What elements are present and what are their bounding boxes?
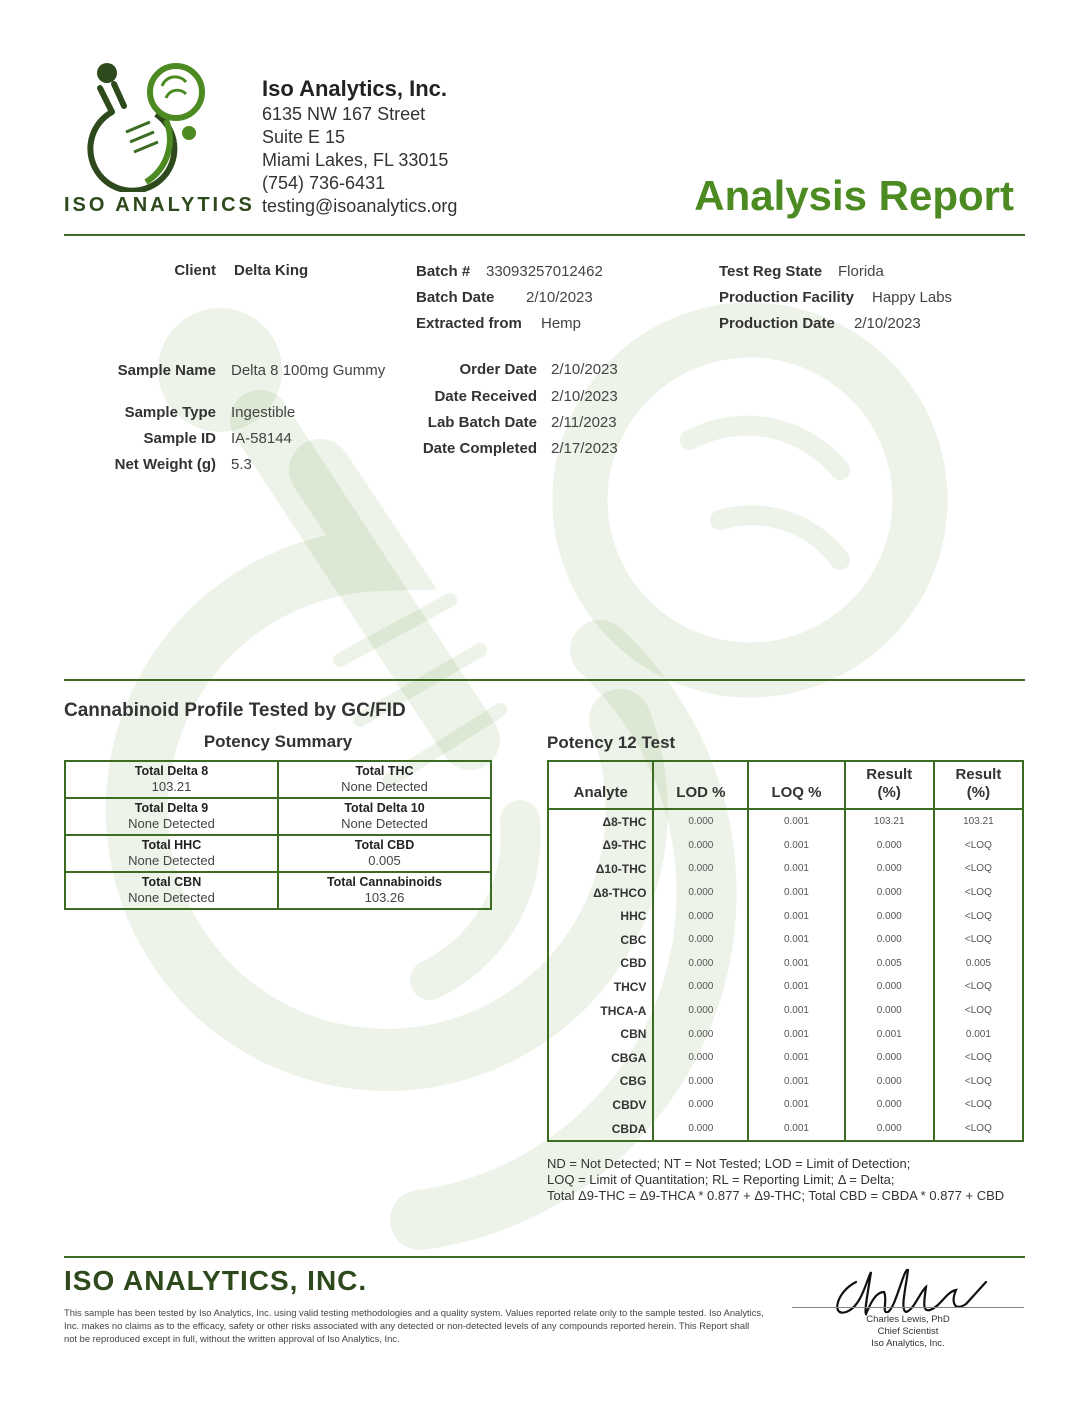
potency-value: 103.21 — [845, 809, 934, 834]
company-name: Iso Analytics, Inc. — [262, 76, 448, 101]
batch-date-label: Batch Date — [416, 289, 495, 306]
potency-value: 0.001 — [748, 881, 844, 905]
potency-value: <LOQ — [964, 1005, 992, 1017]
potency-value: 0.000 — [653, 952, 748, 976]
potency-summary-table — [64, 760, 492, 910]
potency-value: <LOQ — [964, 981, 992, 993]
potency-value: 0.001 — [965, 1028, 991, 1040]
potency-value: <LOQ — [964, 934, 992, 946]
potency-value: 0.000 — [653, 904, 748, 928]
potency-value: <LOQ — [964, 863, 992, 875]
potency-column-header — [934, 761, 1023, 809]
potency-value: 0.000 — [653, 881, 748, 905]
batch-date-value: 2/10/2023 — [526, 289, 593, 306]
signature-line — [792, 1307, 1024, 1308]
potency-value: 103.21 — [963, 816, 994, 828]
summary-row — [65, 798, 491, 835]
notes-line: ND = Not Detected; NT = Not Tested; LOD = Limit of Detection; — [547, 1156, 911, 1171]
potency-column-header — [748, 761, 844, 809]
potency-value: 0.000 — [653, 928, 748, 952]
date-completed-value: 2/17/2023 — [551, 440, 618, 457]
logo-wordmark: ISO ANALYTICS — [64, 194, 255, 216]
analyte-name: CBGA — [548, 1046, 653, 1070]
table-row — [548, 999, 1023, 1023]
potency-column-header — [845, 761, 934, 809]
potency-value: 0.000 — [653, 1022, 748, 1046]
summary-cell-label: Total THC — [355, 764, 414, 778]
potency-column-header-text: Analyte — [573, 784, 628, 801]
potency-column-header-text: (%) — [966, 784, 991, 801]
potency-value: 0.000 — [845, 834, 934, 858]
summary-cell-value: 103.21 — [151, 779, 192, 794]
lab-batch-date-value: 2/11/2023 — [551, 414, 617, 431]
client-label: Client — [174, 262, 216, 279]
client-value: Delta King — [234, 262, 309, 279]
test-reg-state-value: Florida — [838, 263, 884, 280]
notes-line: LOQ = Limit of Quantitation; RL = Reporting Limit; Δ = Delta; — [547, 1172, 895, 1187]
potency-value: 0.001 — [845, 1022, 934, 1046]
phone-number: (754) 736-6431 — [262, 173, 386, 193]
header-divider — [64, 234, 1025, 236]
summary-cell — [278, 835, 491, 872]
production-date-value: 2/10/2023 — [854, 315, 921, 332]
analyte-name: Δ8-THCO — [548, 881, 653, 905]
sample-id-label: Sample ID — [143, 430, 216, 447]
potency-value: 0.000 — [653, 1070, 748, 1094]
table-row — [548, 881, 1023, 905]
potency-value: 0.001 — [748, 809, 844, 834]
summary-cell — [65, 872, 278, 909]
analyte-name: Δ9-THC — [548, 834, 653, 858]
potency-12-test-table — [547, 760, 1024, 1142]
table-row — [548, 1046, 1023, 1070]
test-reg-state-label: Test Reg State — [719, 263, 823, 280]
potency-value: 0.000 — [845, 1070, 934, 1094]
report-title: Analysis Report — [694, 172, 1014, 219]
abbreviation-notes — [547, 1156, 1004, 1204]
analyte-name: HHC — [548, 904, 653, 928]
section-divider — [64, 679, 1025, 681]
potency-value: 0.005 — [845, 952, 934, 976]
summary-cell-value: 0.005 — [368, 853, 401, 868]
potency-value: <LOQ — [964, 887, 992, 899]
table-row — [548, 928, 1023, 952]
summary-cell-label: Total Cannabinoids — [326, 875, 443, 889]
analyte-name: CBD — [548, 952, 653, 976]
table-row — [548, 952, 1023, 976]
table-row — [548, 1070, 1023, 1094]
table-row — [548, 1093, 1023, 1117]
order-date-label: Order Date — [459, 361, 537, 378]
potency-value: 0.001 — [748, 1093, 844, 1117]
date-received-value: 2/10/2023 — [551, 388, 618, 405]
production-facility-label: Production Facility — [719, 289, 855, 306]
potency-value: <LOQ — [964, 1075, 992, 1087]
extracted-from-value: Hemp — [541, 315, 582, 332]
analyte-name: CBDA — [548, 1117, 653, 1142]
potency-value: 0.000 — [653, 834, 748, 858]
potency-12-test-title: Potency 12 Test — [547, 733, 676, 752]
summary-cell — [65, 798, 278, 835]
potency-value: 0.001 — [748, 975, 844, 999]
date-completed-label: Date Completed — [422, 440, 537, 457]
potency-value: <LOQ — [964, 839, 992, 851]
extracted-from-label: Extracted from — [416, 315, 522, 332]
summary-cell-value: None Detected — [128, 853, 215, 868]
summary-cell-value: None Detected — [341, 816, 428, 831]
potency-value: 0.005 — [965, 957, 991, 969]
potency-column-header-text: LOQ % — [771, 784, 822, 801]
potency-value: 0.000 — [845, 857, 934, 881]
potency-value: 0.001 — [748, 952, 844, 976]
summary-cell-label: Total Delta 10 — [344, 801, 425, 815]
potency-value: 0.000 — [653, 1117, 748, 1142]
potency-value: 0.001 — [748, 1070, 844, 1094]
potency-value: 0.000 — [845, 975, 934, 999]
cannabinoid-profile-title: Cannabinoid Profile Tested by GC/FID — [64, 700, 406, 721]
potency-value: 0.000 — [845, 1117, 934, 1142]
address-suite: Suite E 15 — [262, 127, 346, 147]
potency-value: 0.000 — [653, 857, 748, 881]
table-row — [548, 834, 1023, 858]
potency-value: 0.000 — [653, 809, 748, 834]
potency-value: 0.001 — [748, 904, 844, 928]
table-row — [548, 975, 1023, 999]
potency-summary-title: Potency Summary — [203, 732, 353, 751]
net-weight-value: 5.3 — [231, 456, 252, 473]
summary-cell-label: Total Delta 9 — [134, 801, 209, 815]
potency-value: <LOQ — [964, 1099, 992, 1111]
summary-cell-value: None Detected — [341, 779, 428, 794]
signer-organization: Iso Analytics, Inc. — [871, 1338, 945, 1349]
analyte-name: CBC — [548, 928, 653, 952]
table-row — [548, 1117, 1023, 1142]
potency-value: 0.000 — [845, 1046, 934, 1070]
summary-row — [65, 872, 491, 909]
potency-column-header — [653, 761, 748, 809]
disclaimer-text: This sample has been tested by Iso Analytics, Inc. using valid testing methodologies and a quality system. Values reported relate only to the sample tested. Iso Analytics, Inc. makes no claims as to the efficacy, safety or other risks associated with any detected or non-detected levels of any compounds reported herein. This Report shall not be reproduced except in full, without the written approval of Iso Analytics, Inc. — [64, 1307, 764, 1344]
summary-cell-value: 103.26 — [364, 890, 405, 905]
potency-value: 0.001 — [748, 928, 844, 952]
potency-value: 0.000 — [653, 975, 748, 999]
production-facility-value: Happy Labs — [872, 289, 953, 306]
summary-cell-label: Total HHC — [141, 838, 202, 852]
summary-cell — [278, 872, 491, 909]
potency-value: 0.000 — [653, 1093, 748, 1117]
summary-cell-label: Total Delta 8 — [134, 764, 209, 778]
analyte-name: CBDV — [548, 1093, 653, 1117]
analyte-name: Δ10-THC — [548, 857, 653, 881]
summary-cell-label: Total CBD — [354, 838, 415, 852]
analyte-name: THCV — [548, 975, 653, 999]
potency-value: <LOQ — [964, 910, 992, 922]
address-city: Miami Lakes, FL 33015 — [262, 150, 449, 170]
signer-title: Chief Scientist — [877, 1326, 939, 1337]
batch-number-value: 33093257012462 — [486, 263, 603, 280]
potency-value: 0.000 — [653, 999, 748, 1023]
sample-type-value: Ingestible — [231, 404, 296, 421]
table-row — [548, 1022, 1023, 1046]
summary-cell — [278, 761, 491, 798]
lab-batch-date-label: Lab Batch Date — [427, 414, 537, 431]
sample-name-value: Delta 8 100mg Gummy — [231, 362, 386, 379]
summary-cell-value: None Detected — [128, 816, 215, 831]
potency-column-header-text: (%) — [877, 784, 901, 801]
potency-column-header — [548, 761, 653, 809]
potency-value: 0.001 — [748, 834, 844, 858]
potency-value: 0.001 — [748, 1117, 844, 1142]
potency-value: 0.000 — [653, 1046, 748, 1070]
potency-column-header-text: Result — [955, 766, 1002, 783]
sample-name-label: Sample Name — [117, 362, 216, 379]
sample-id-value: IA-58144 — [231, 430, 292, 447]
summary-row — [65, 761, 491, 798]
potency-value: 0.001 — [748, 1022, 844, 1046]
iso-analytics-logo-icon — [86, 62, 226, 192]
potency-value: 0.000 — [845, 1093, 934, 1117]
summary-cell — [65, 835, 278, 872]
potency-value: 0.000 — [845, 928, 934, 952]
date-received-label: Date Received — [434, 388, 537, 405]
analyte-name: CBG — [548, 1070, 653, 1094]
summary-cell-label: Total CBN — [141, 875, 202, 889]
sample-type-label: Sample Type — [124, 404, 216, 421]
table-row — [548, 809, 1023, 834]
analyte-name: CBN — [548, 1022, 653, 1046]
notes-line: Total Δ9-THC = Δ9-THCA * 0.877 + Δ9-THC; Total CBD = CBDA * 0.877 + CBD — [547, 1188, 1005, 1203]
footer-company-name: ISO ANALYTICS, INC. — [64, 1265, 368, 1296]
potency-value: <LOQ — [964, 1052, 992, 1064]
footer-divider — [64, 1256, 1025, 1258]
potency-value: 0.000 — [845, 999, 934, 1023]
order-date-value: 2/10/2023 — [551, 361, 618, 378]
analyte-name: THCA-A — [548, 999, 653, 1023]
analyte-name: Δ8-THC — [548, 809, 653, 834]
summary-cell — [278, 798, 491, 835]
potency-value: 0.001 — [748, 1046, 844, 1070]
potency-value: <LOQ — [964, 1123, 992, 1135]
email-address: testing@isoanalytics.org — [262, 196, 458, 216]
net-weight-label: Net Weight (g) — [114, 456, 216, 473]
potency-column-header-text: Result — [866, 766, 913, 783]
signer-name: Charles Lewis, PhD — [866, 1314, 950, 1325]
production-date-label: Production Date — [719, 315, 835, 332]
potency-value: 0.000 — [845, 904, 934, 928]
summary-row — [65, 835, 491, 872]
table-row — [548, 857, 1023, 881]
signature — [826, 1262, 996, 1322]
potency-column-header-text: LOD % — [676, 784, 726, 801]
potency-value: 0.001 — [748, 857, 844, 881]
summary-cell-value: None Detected — [128, 890, 215, 905]
potency-value: 0.001 — [748, 999, 844, 1023]
potency-value: 0.000 — [845, 881, 934, 905]
address-street: 6135 NW 167 Street — [262, 104, 426, 124]
batch-number-label: Batch # — [416, 263, 471, 280]
summary-cell — [65, 761, 278, 798]
table-row — [548, 904, 1023, 928]
